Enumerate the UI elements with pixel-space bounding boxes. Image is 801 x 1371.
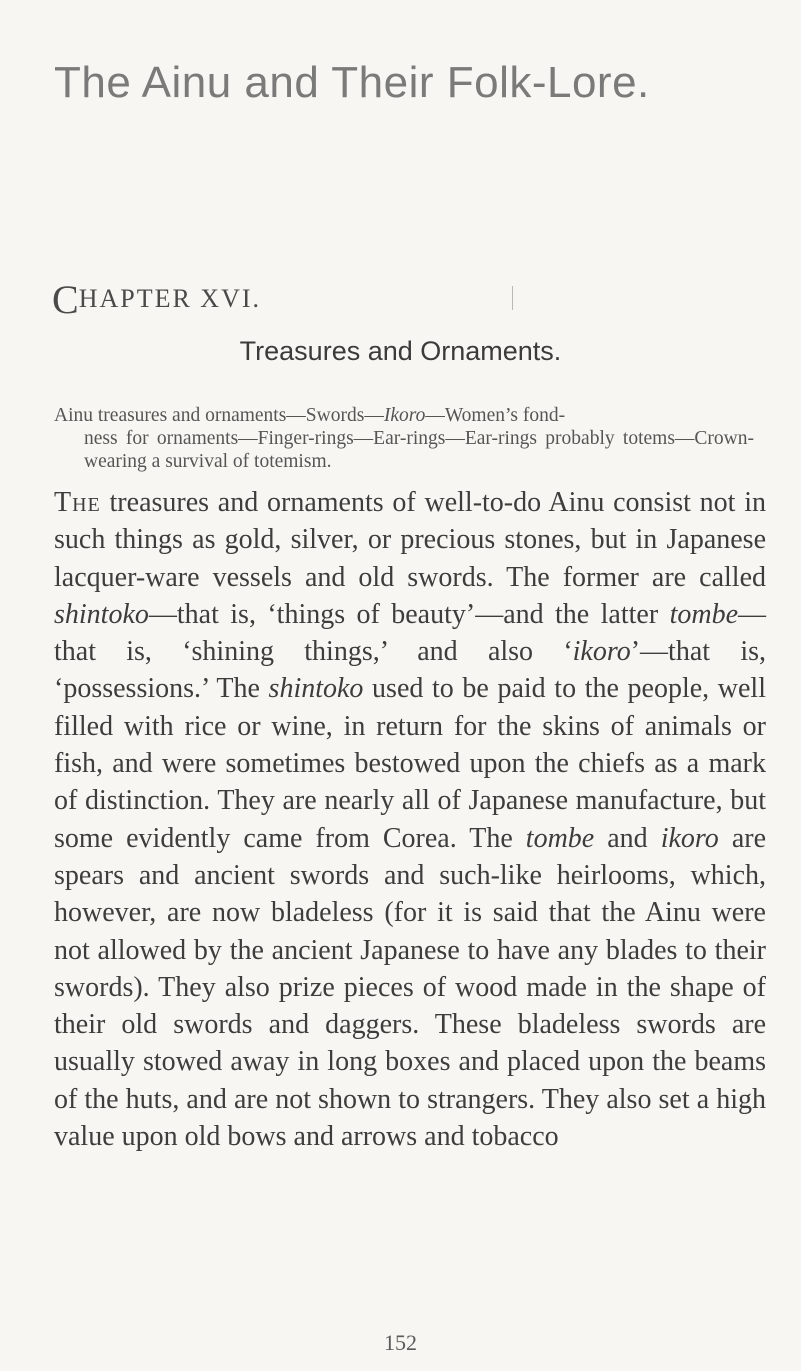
text-segment: and bbox=[594, 822, 661, 854]
opening-word: The bbox=[54, 487, 101, 518]
term-shintoko: shintoko bbox=[268, 673, 364, 705]
running-head: The Ainu and Their Folk-Lore. bbox=[54, 58, 650, 107]
paragraph bbox=[54, 484, 766, 1155]
chapter-heading bbox=[52, 270, 262, 322]
text-segment: treasures and ornaments of well-to-do Ainu consist not in such things as gold, silver, or precious stones, but in Japanese lacquer-ware vessels and old swords. The former are called bbox=[54, 487, 766, 593]
text-segment: —that is, ‘things of beauty’—and the latter bbox=[148, 598, 670, 630]
synopsis-continuation: ness for ornaments—Finger-rings—Ear-rings—Ear-rings probably totems—Crown-wearing a survival of totemism. bbox=[84, 428, 754, 472]
text-segment: used to be paid to the people, well filled with rice or wine, in return for the skins of animals or fish, and were sometimes bestowed upon the chiefs as a mark of distinction. They are nearly all of Japanese manufacture, but some evidently came from Corea. The bbox=[54, 673, 766, 854]
chapter-title: Treasures and Ornaments. bbox=[239, 336, 562, 366]
margin-rule bbox=[512, 286, 513, 310]
term-ikoro: ikoro bbox=[660, 822, 719, 854]
text-segment: —that is, ‘shining things,’ and also ‘ bbox=[54, 598, 766, 668]
term-shintoko: shintoko bbox=[54, 598, 149, 630]
body-text bbox=[54, 484, 766, 1155]
term-tombe: tombe bbox=[669, 598, 738, 630]
page-number: 152 bbox=[384, 1330, 417, 1355]
chapter-drop-letter: C bbox=[52, 277, 79, 322]
chapter-synopsis bbox=[54, 404, 754, 473]
synopsis-text: Ainu treasures and ornaments—Swords— bbox=[54, 405, 384, 426]
text-segment: are spears and ancient swords and such-like heirlooms, which, however, are now bladeless (for it is said that the Ainu were not allowed by the ancient Japanese to have any blades to their swords). They also prize pieces of wood made in the shape of their old swords and daggers. These bladeless swords are usually stowed away in long boxes and placed upon the beams of the huts, and are not shown to strangers. They also set a high value upon old bows and arrows and tobacco bbox=[54, 822, 766, 1153]
synopsis-line-1 bbox=[54, 404, 754, 427]
text-segment: ’—that is, ‘possessions.’ The bbox=[54, 636, 766, 705]
term-tombe: tombe bbox=[525, 822, 595, 854]
term-ikoro: ikoro bbox=[572, 636, 631, 668]
synopsis-term-ikoro: Ikoro bbox=[383, 405, 426, 426]
chapter-heading-text: HAPTER XVI. bbox=[78, 284, 262, 313]
synopsis-text: —Women’s fond- bbox=[425, 405, 566, 426]
